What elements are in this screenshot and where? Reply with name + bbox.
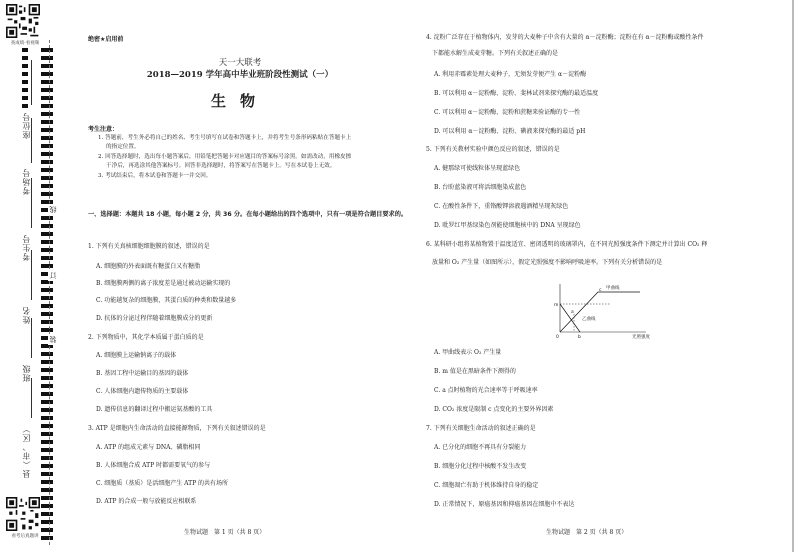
option: C. 在酸性条件下，重铬酸钾溶液遇酒精呈现灰绿色 — [434, 203, 569, 210]
option: D. 可以利用 α－淀粉酶、淀粉、碘液来探究酶的最适 pH — [434, 128, 586, 135]
graph-label-b: b — [578, 335, 581, 340]
section-title: 一、选择题：本题共 18 小题，每小题 2 分，共 36 分。在每小题给出的四个选项中，只有一项是符合题目要求的。 — [88, 211, 408, 218]
note-line: 干净后，再选涂其他答案标号。回答非选择题时，将答案写在答题卡上。写在本试卷上无效。 — [106, 163, 336, 169]
field-class-label: 班级 — [21, 364, 31, 382]
note-line: 3. 考试结束后，将本试卷和答题卡一并交回。 — [98, 173, 212, 179]
option: A. 健那绿可使线粒体呈现蓝绿色 — [434, 165, 521, 172]
light-intensity-graph — [550, 280, 690, 342]
option: D. ATP 的合成一般与放能反应相联系 — [96, 498, 197, 505]
graph-curve-2 — [560, 304, 580, 332]
seal-mark-bind: 订 — [49, 272, 57, 279]
option: A. 细胞膜的外表面既有糖蛋白又有糖脂 — [96, 263, 201, 270]
graph-label-c: c — [599, 288, 602, 293]
qr-caption-bottom: 看考后真题讲 — [11, 534, 39, 539]
question-stem: 下都能水解生成麦芽糖。下列有关叙述正确的是 — [432, 50, 559, 57]
field-seat-label: 座位号 — [21, 112, 31, 139]
qr-pattern-bottom — [6, 497, 40, 531]
organizer-title: 天一大联考 — [218, 58, 262, 68]
note-line: 的指定位置。 — [106, 144, 140, 150]
option: D. CO₂ 浓度是限制 c 点变化的主要外界因素 — [434, 406, 554, 413]
fill-line-county[interactable] — [31, 378, 32, 418]
qr-code-top[interactable] — [6, 4, 40, 38]
field-student-id-label: 考生号 — [21, 234, 31, 261]
option: D. 遗传信息的翻译过程中搬运氨基酸的工具 — [96, 406, 213, 413]
page-1 — [64, 0, 416, 552]
option: D. 正常情况下，原癌基因和抑癌基因在细胞中不表达 — [434, 501, 575, 508]
field-county-label: 县（市、区） — [21, 424, 31, 478]
binding-margin — [0, 0, 62, 552]
graph-label-curve2: 乙曲线 — [582, 317, 596, 322]
subject-title: 生物 — [210, 92, 269, 110]
question-stem: 2. 下列物质中，其化学本质属于蛋白质的是 — [88, 334, 204, 341]
fill-line-student-id[interactable] — [31, 178, 32, 228]
graph-label-origin: 0 — [556, 335, 559, 340]
option: A. 利用赤霉素处理大麦种子，无须发芽便产生 α－淀粉酶 — [434, 71, 587, 78]
fill-line-name[interactable] — [31, 250, 32, 300]
question-stem: 1. 下列有关真核细胞细胞膜的叙述，错误的是 — [88, 243, 210, 250]
question-stem: 7. 下列有关细胞生命活动的叙述正确的是 — [426, 425, 536, 432]
graph-x-label: 光照强度 — [632, 335, 650, 340]
graph-label-m: m — [554, 303, 559, 308]
note-line: 2. 回答选择题时，选出每小题答案后，用铅笔把答题卡对应题目的答案标号涂黑。如需改动，用橡皮擦 — [98, 154, 352, 160]
field-name — [14, 306, 38, 324]
field-exam-no-label: 考场号 — [21, 168, 31, 195]
secret-mark: 绝密★启用前 — [88, 36, 124, 43]
option: C. 可以利用 α－淀粉酶、淀粉和蔗糖来验证酶的专一性 — [434, 109, 581, 116]
option: B. 细胞膜两侧的离子浓度差是通过被动运输实现的 — [96, 280, 231, 287]
option: A. ATP 的组成元素与 DNA、磷脂相同 — [96, 444, 201, 451]
cut-line — [49, 40, 50, 545]
option: C. 细胞凋亡有助于机体维持自身的稳定 — [434, 482, 539, 489]
exam-name: 2018—2019 学年高中毕业班阶段性测试（一） — [146, 70, 334, 80]
notes-title: 考生注意： — [88, 126, 119, 133]
question-stem: 6. 某科研小组将某植物置于温度适宜、密闭透明的玻璃罩内，在不同光照强度条件下测定并计算出 CO₂ 释 — [426, 241, 708, 248]
option: C. 功能越复杂的细胞膜，其蛋白质的种类和数量越多 — [96, 297, 237, 304]
page-footer: 生物试题 第 2 页（共 8 页） — [546, 529, 628, 536]
fill-line-class[interactable] — [31, 318, 32, 358]
option: B. 基因工程中运输目的基因的载体 — [96, 370, 189, 377]
option: C. a 点时植物的光合速率等于呼吸速率 — [434, 387, 538, 394]
option: B. 细胞分化过程中核酸不发生改变 — [434, 463, 527, 470]
seal-mark-install: 装 — [49, 336, 57, 343]
seal-mark-line: 线 — [49, 206, 57, 213]
field-county — [14, 424, 38, 478]
qr-pattern-top — [6, 4, 40, 38]
option: D. 吡罗红甲基绿染色剂能使细胞核中的 DNA 呈现绿色 — [434, 222, 581, 229]
option: A. 已分化的细胞不再具有分裂能力 — [434, 444, 527, 451]
question-stem: 4. 淀粉广泛存在于植物体内，发芽的大麦种子中含有大量的 α－淀粉酶；淀粉在有 α－淀粉酶或酸性条件 — [426, 34, 704, 41]
field-class — [14, 364, 38, 382]
field-exam-no — [14, 168, 38, 195]
option: A. 甲曲线表示 O₂ 产生量 — [434, 349, 502, 356]
binding-stripe-bar-small — [22, 48, 28, 108]
graph-label-curve1: 甲曲线 — [606, 286, 620, 291]
qr-caption-top: 查成绩·看视频 — [10, 41, 40, 46]
note-line: 1. 答题前，考生务必将自己的姓名、考生号填写在试卷和答题卡上，并将考生号条形码粘贴在答题卡上 — [98, 135, 352, 141]
option: B. 台盼蓝染液可将活细胞染成蓝色 — [434, 184, 527, 191]
field-student-id — [14, 234, 38, 261]
fill-line-seat[interactable] — [31, 60, 32, 105]
qr-code-bottom[interactable] — [6, 497, 40, 531]
field-seat — [14, 112, 38, 139]
option: B. 可以利用 α－淀粉酶、淀粉、斐林试剂来探究酶的最适温度 — [434, 90, 599, 97]
question-stem: 5. 下列有关教材实验中颜色反应的叙述，错误的是 — [426, 146, 560, 153]
graph-label-a: a — [571, 310, 574, 315]
binding-stripe-bar — [41, 48, 53, 542]
question-stem: 放量和 O₂ 产生量（如图所示），假定光照强度不影响呼吸速率。下列有关分析错误的是 — [432, 259, 663, 266]
page-footer: 生物试题 第 1 页（共 8 页） — [184, 529, 266, 536]
graph-canvas — [550, 280, 690, 342]
option: D. 抗体的分泌过程伴随着细胞膜成分的更新 — [96, 315, 213, 322]
field-name-label: 姓名 — [21, 306, 31, 324]
option: C. 细胞质（基质）是活细胞产生 ATP 的共有场所 — [96, 480, 229, 487]
fill-line-exam-no[interactable] — [31, 118, 32, 163]
option: C. 人体细胞内遗传物质的主要载体 — [96, 388, 189, 395]
question-stem: 3. ATP 是细胞内生命活动的直接能源物质，下列有关叙述错误的是 — [88, 425, 266, 432]
page-2 — [422, 0, 790, 552]
option: A. 细胞膜上运输钠离子的载体 — [96, 352, 177, 359]
option: B. 人体细胞合成 ATP 时都需要氧气的参与 — [96, 462, 211, 469]
option: B. m 值是在黑暗条件下测得的 — [434, 368, 516, 375]
